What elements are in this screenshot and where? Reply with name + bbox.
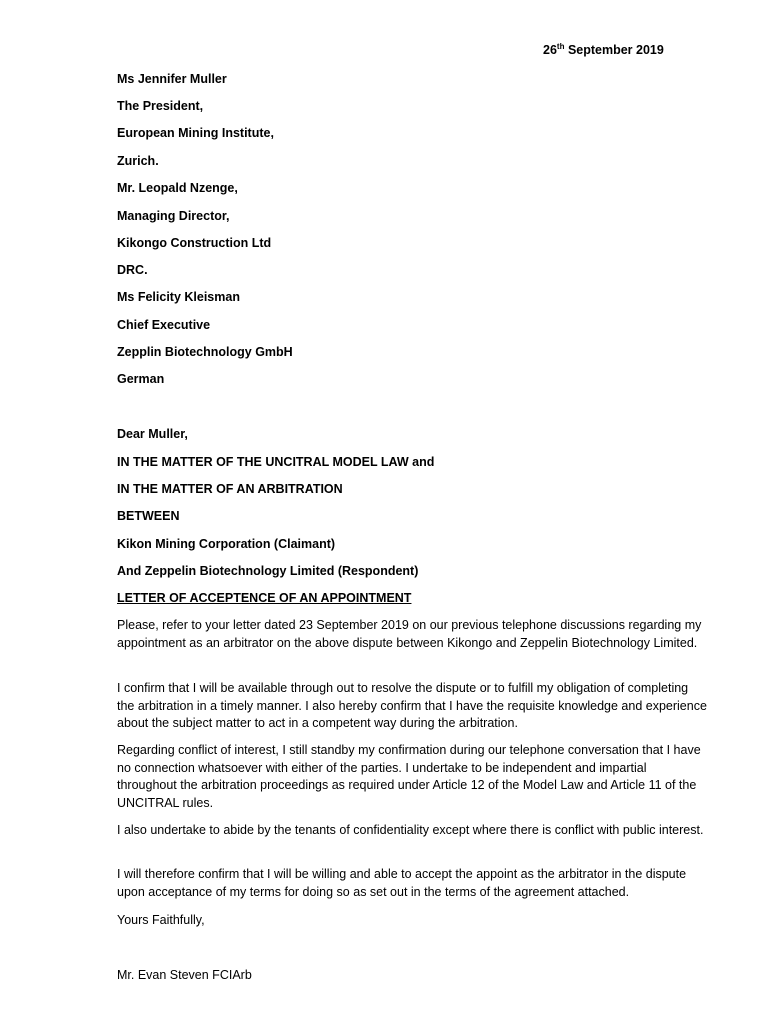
date-rest: September 2019	[564, 43, 664, 57]
closing: Yours Faithfully,	[117, 913, 205, 927]
date-day: 26	[543, 43, 557, 57]
recipient-line: Ms Jennifer Muller	[117, 72, 227, 86]
recipient-line: Chief Executive	[117, 318, 211, 332]
recipient-line: Ms Felicity Kleisman	[117, 290, 240, 304]
recipient-line: The President,	[117, 99, 204, 113]
recipient-line: Kikongo Construction Ltd	[117, 236, 272, 250]
matter-heading: IN THE MATTER OF THE UNCITRAL MODEL LAW and	[117, 455, 435, 469]
body-paragraph: I also undertake to abide by the tenants of confidentiality except where there is conflict with public interest.	[117, 823, 704, 837]
recipient-line: DRC.	[117, 263, 148, 277]
matter-heading: And Zeppelin Biotechnology Limited (Respondent)	[117, 564, 419, 578]
signatory: Mr. Evan Steven FCIArb	[117, 968, 252, 982]
recipient-line: Zepplin Biotechnology GmbH	[117, 345, 293, 359]
date-suffix: th	[556, 41, 565, 51]
letter-date	[543, 43, 664, 57]
letter-subject: LETTER OF ACCEPTENCE OF AN APPOINTMENT	[117, 591, 412, 605]
recipient-line: Managing Director,	[117, 209, 230, 223]
recipient-line: Zurich.	[117, 154, 159, 168]
body-paragraph: I confirm that I will be available through out to resolve the dispute or to fulfill my obligation of completing the arbitration in a timely manner. I also hereby confirm that I have the requisite knowledge and experience about the subject matter to act in a competent way during the arbitration.	[117, 681, 707, 730]
body-paragraph: I will therefore confirm that I will be willing and able to accept the appoint as the arbitrator in the dispute upon acceptance of my terms for doing so as set out in the terms of the agreement attached.	[117, 867, 687, 899]
salutation: Dear Muller,	[117, 427, 188, 441]
recipient-line: European Mining Institute,	[117, 126, 274, 140]
recipient-line: Mr. Leopald Nzenge,	[117, 181, 238, 195]
matter-heading: IN THE MATTER OF AN ARBITRATION	[117, 482, 343, 496]
matter-heading: BETWEEN	[117, 509, 180, 523]
body-paragraph: Regarding conflict of interest, I still standby my confirmation during our telephone conversation that I have no connection whatsoever with either of the parties. I undertake to be independent and impartial throughout the arbitration proceedings as required under Article 12 of the Model Law and Article 11 of the UNCITRAL rules.	[117, 743, 701, 810]
body-paragraph: Please, refer to your letter dated 23 September 2019 on our previous telephone discussions regarding my appointment as an arbitrator on the above dispute between Kikongo and Zeppelin Biotechnology Limited.	[117, 618, 702, 650]
matter-heading: Kikon Mining Corporation (Claimant)	[117, 537, 336, 551]
recipient-line: German	[117, 372, 165, 386]
